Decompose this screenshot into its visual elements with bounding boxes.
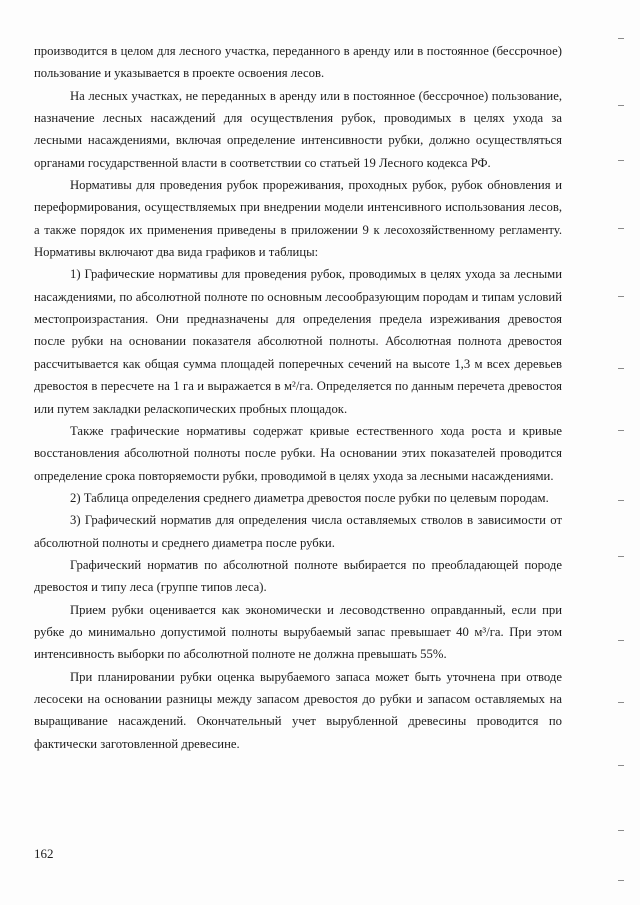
paragraph-8: Графический норматив по абсолютной полноте выбирается по преобладающей породе древостоя и типу леса (группе типов леса). [34,557,562,595]
paragraph-10: При планировании рубки оценка вырубаемого запаса может быть уточнена при отводе лесосеки на основании разницы между запасом древостоя до рубки и запасом оставляемых на выращивание насаждений. Окончательный учет вырубленной древесины проводится по фактически заготовленной древесине. [34,669,562,751]
paragraph-2: На лесных участках, не переданных в аренду или в постоянное (бессрочное) пользование, назначение лесных насаждений для осуществления рубок, проводимых в целях ухода за лесными насаждениями, включая определение интенсивности рубки, должно осуществляться органами государственной власти в соответствии со статьей 19 Лесного кодекса РФ. [34,88,562,170]
paragraph-5: Также графические нормативы содержат кривые естественного хода роста и кривые восстановления абсолютной полноты после рубки. На основании этих показателей проводится определение срока повторяемости рубки, проводимой в целях ухода за лесными насаждениями. [34,423,562,483]
page-number: 162 [34,846,54,861]
paragraph-7: 3) Графический норматив для определения числа оставляемых стволов в зависимости от абсолютной полноты и среднего диаметра после рубки. [34,513,562,550]
document-body [34,40,562,755]
paragraph-9: Прием рубки оценивается как экономически и лесоводственно оправданный, если при рубке до минимально допустимой полноты вырубаемый запас превышает 40 м³/га. При этом интенсивность выборки по абсолютной полноте не должна превышать 55%. [34,602,562,662]
paragraph-1: производится в целом для лесного участка, переданного в аренду или в постоянное (бессрочное) пользование и указывается в проекте освоения лесов. [34,44,562,81]
paragraph-6: 2) Таблица определения среднего диаметра древостоя после рубки по целевым породам. [70,490,549,505]
paragraph-4: 1) Графические нормативы для проведения рубок, проводимых в целях ухода за лесными насаждениями, по абсолютной полноте по основным лесообразующим породам и типам условий местопроизрастания. Они предназначены для определения предела изреживания древостоя после рубки на основании показателя абсолютной полноты. Абсолютная полнота древостоя рассчитывается как общая сумма площадей поперечных сечений на высоте 1,3 м всех деревьев древостоя в пересчете на 1 га и выражается в м²/га. Определяется по данным перечета древостоя или путем закладки реласкопических пробных площадок. [34,267,562,416]
paragraph-3: Нормативы для проведения рубок прореживания, проходных рубок, рубок обновления и переформирования, осуществляемых при внедрении модели интенсивного использования лесов, а также порядок их применения приведены в приложении 9 к лесохозяйственному регламенту. Нормативы включают два вида графиков и таблицы: [34,178,562,260]
